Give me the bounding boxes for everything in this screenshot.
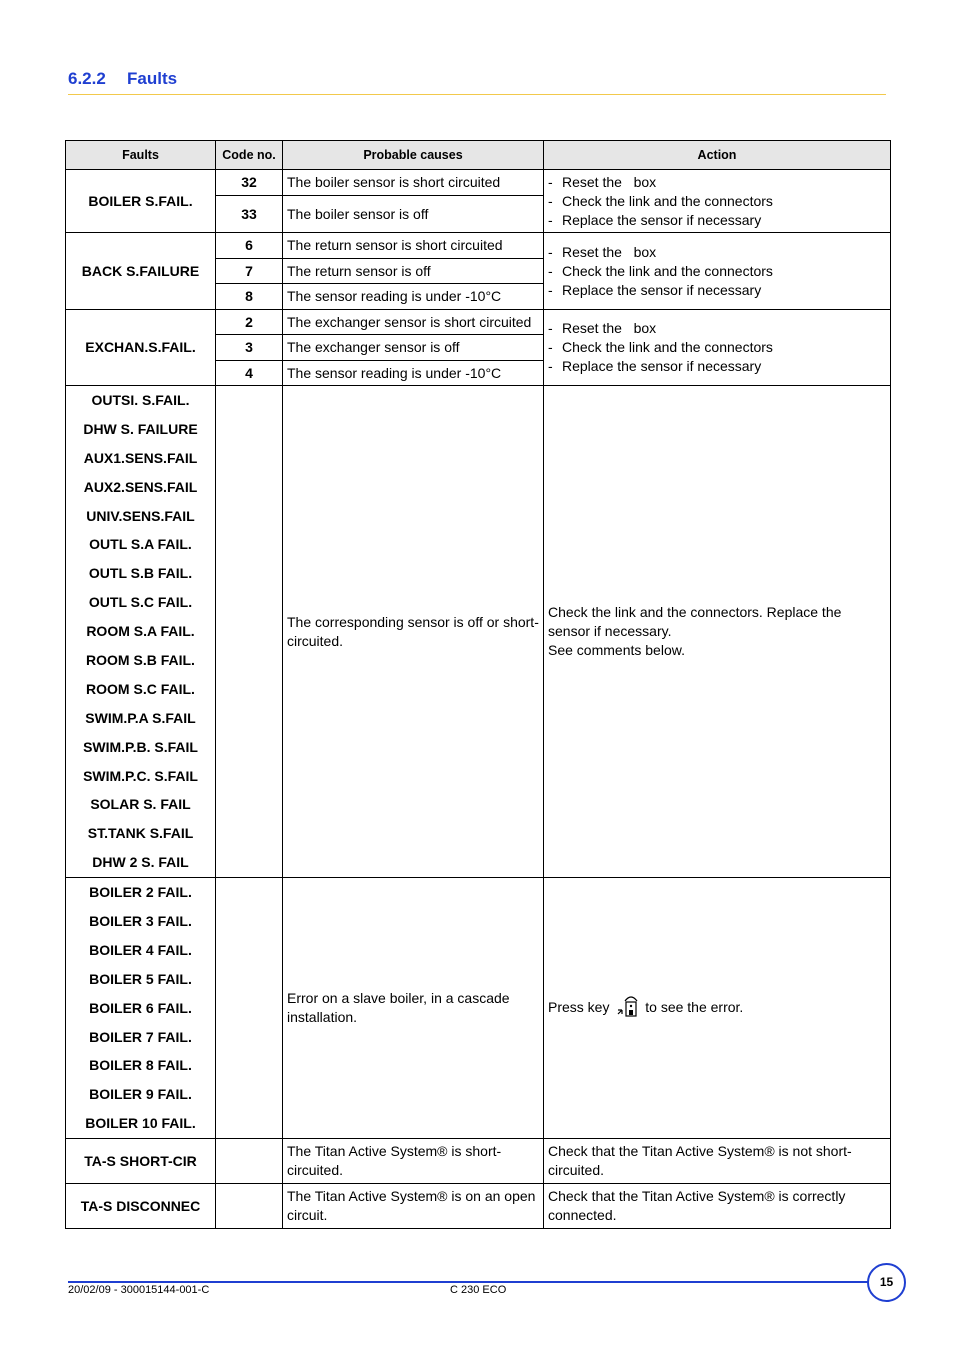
action-item: Reset the box xyxy=(562,243,657,260)
footer-divider xyxy=(68,1281,868,1283)
table-row xyxy=(66,1184,891,1229)
fault-name: OUTL S.B FAIL. xyxy=(88,565,193,582)
fault-name: ST.TANK S.FAIL xyxy=(87,825,194,842)
empty-code-cell xyxy=(216,1184,283,1229)
fault-name: BOILER 10 FAIL. xyxy=(85,1115,196,1132)
probable-cause: The Titan Active System® is short-circuited. xyxy=(283,1139,544,1184)
probable-cause: The return sensor is off xyxy=(283,259,544,284)
fault-code: 4 xyxy=(216,361,283,386)
action-item: Reset the box xyxy=(562,320,657,336)
fault-name: TA-S DISCONNEC xyxy=(66,1184,216,1229)
fault-name: OUTSI. S.FAIL. xyxy=(91,392,190,408)
fault-code: 7 xyxy=(216,259,283,284)
fault-name: ROOM S.C FAIL. xyxy=(86,680,195,697)
action-item: Check the link and the connectors xyxy=(562,262,773,279)
fault-name: SWIM.P.C. S.FAIL xyxy=(83,767,198,784)
table-row xyxy=(66,1139,891,1184)
table-row xyxy=(66,170,891,196)
fault-name: BOILER 5 FAIL. xyxy=(89,970,192,987)
footer-product-name: C 230 ECO xyxy=(450,1284,507,1296)
action-text xyxy=(544,386,891,878)
fault-name: BOILER 3 FAIL. xyxy=(89,913,192,930)
probable-cause: The boiler sensor is short circuited xyxy=(283,170,544,196)
probable-cause: The corresponding sensor is off or short-circuited. xyxy=(283,386,544,878)
section-heading xyxy=(68,68,886,95)
fault-name: SOLAR S. FAIL xyxy=(90,796,191,813)
fault-code: 2 xyxy=(216,310,283,335)
fault-code: 32 xyxy=(216,170,283,196)
fault-code: 3 xyxy=(216,335,283,361)
boiler-fault-names xyxy=(66,878,216,1139)
fault-name: ROOM S.A FAIL. xyxy=(86,623,195,640)
faults-table xyxy=(65,140,891,1229)
fault-name: UNIV.SENS.FAIL xyxy=(86,507,195,524)
action-text xyxy=(544,878,891,1139)
empty-code-cell xyxy=(216,386,283,878)
action-text: Check that the Titan Active System® is not short-circuited. xyxy=(544,1139,891,1184)
probable-cause: The Titan Active System® is on an open circuit. xyxy=(283,1184,544,1229)
table-row xyxy=(66,310,891,335)
action-item: Replace the sensor if necessary xyxy=(562,281,762,298)
probable-cause: The exchanger sensor is short circuited xyxy=(283,310,544,335)
action-text: Check that the Titan Active System® is correctly connected. xyxy=(544,1184,891,1229)
fault-name: OUTL S.C FAIL. xyxy=(88,594,193,611)
empty-code-cell xyxy=(216,878,283,1139)
fault-name: BOILER 9 FAIL. xyxy=(89,1086,192,1103)
fault-name: ROOM S.B FAIL. xyxy=(86,652,195,669)
action-list: - Reset the box - Check the link and the connectors - Replace the sensor if necessary xyxy=(544,310,891,386)
action-item: Replace the sensor if necessary xyxy=(562,211,762,228)
probable-cause: The exchanger sensor is off xyxy=(283,335,544,361)
action-line: See comments below. xyxy=(548,642,685,659)
probable-cause: Error on a slave boiler, in a cascade installation. xyxy=(283,878,544,1139)
fault-name: SWIM.P.B. S.FAIL xyxy=(83,738,198,755)
page-number: 15 xyxy=(867,1263,906,1302)
action-item: Check the link and the connectors xyxy=(562,339,773,355)
fault-name: EXCHAN.S.FAIL. xyxy=(66,310,216,386)
fault-name: AUX1.SENS.FAIL xyxy=(83,449,198,466)
fault-name: OUTL S.A FAIL. xyxy=(89,536,192,553)
action-line: Check the link and the connectors. Replace the sensor if necessary. xyxy=(548,604,842,640)
section-title: Faults xyxy=(127,69,178,88)
table-header-row xyxy=(66,141,891,170)
action-item: Check the link and the connectors xyxy=(562,192,773,209)
probable-cause: The sensor reading is under -10°C xyxy=(283,284,544,310)
fault-code: 8 xyxy=(216,284,283,310)
probable-cause: The sensor reading is under -10°C xyxy=(283,361,544,386)
fault-name: BOILER 4 FAIL. xyxy=(89,941,192,958)
action-list: - Reset the box - Check the link and the connectors - Replace the sensor if necessary xyxy=(544,170,891,233)
fault-name: TA-S SHORT-CIR xyxy=(66,1139,216,1184)
action-text-after: to see the error. xyxy=(645,998,744,1015)
fault-name: BOILER 2 FAIL. xyxy=(89,884,192,901)
fault-name: DHW S. FAILURE xyxy=(83,420,198,437)
fault-name: BOILER S.FAIL. xyxy=(66,170,216,233)
sensor-fault-names xyxy=(66,386,216,878)
action-item: Replace the sensor if necessary xyxy=(562,358,762,374)
action-list: - Reset the box - Check the link and the connectors - Replace the sensor if necessary xyxy=(544,233,891,310)
probable-cause: The boiler sensor is off xyxy=(283,196,544,233)
fault-name: SWIM.P.A S.FAIL xyxy=(85,709,196,726)
table-row xyxy=(66,233,891,259)
fault-name: BACK S.FAILURE xyxy=(66,233,216,310)
fault-name: BOILER 6 FAIL. xyxy=(89,999,192,1016)
info-key-icon xyxy=(616,994,638,1023)
header-faults: Faults xyxy=(66,141,216,170)
fault-code: 6 xyxy=(216,233,283,259)
fault-name: BOILER 7 FAIL. xyxy=(89,1028,192,1045)
table-row xyxy=(66,386,891,878)
fault-name: AUX2.SENS.FAIL xyxy=(83,478,198,495)
table-row xyxy=(66,878,891,1139)
header-action: Action xyxy=(544,141,891,170)
empty-code-cell xyxy=(216,1139,283,1184)
header-code: Code no. xyxy=(216,141,283,170)
section-number: 6.2.2 xyxy=(68,69,106,88)
fault-name: DHW 2 S. FAIL xyxy=(92,854,189,871)
fault-code: 33 xyxy=(216,196,283,233)
action-item: Reset the box xyxy=(562,173,657,190)
fault-name: BOILER 8 FAIL. xyxy=(89,1057,192,1074)
header-causes: Probable causes xyxy=(283,141,544,170)
probable-cause: The return sensor is short circuited xyxy=(283,233,544,259)
action-text-before: Press key xyxy=(548,998,610,1015)
footer-document-ref: 20/02/09 - 300015144-001-C xyxy=(68,1284,210,1296)
